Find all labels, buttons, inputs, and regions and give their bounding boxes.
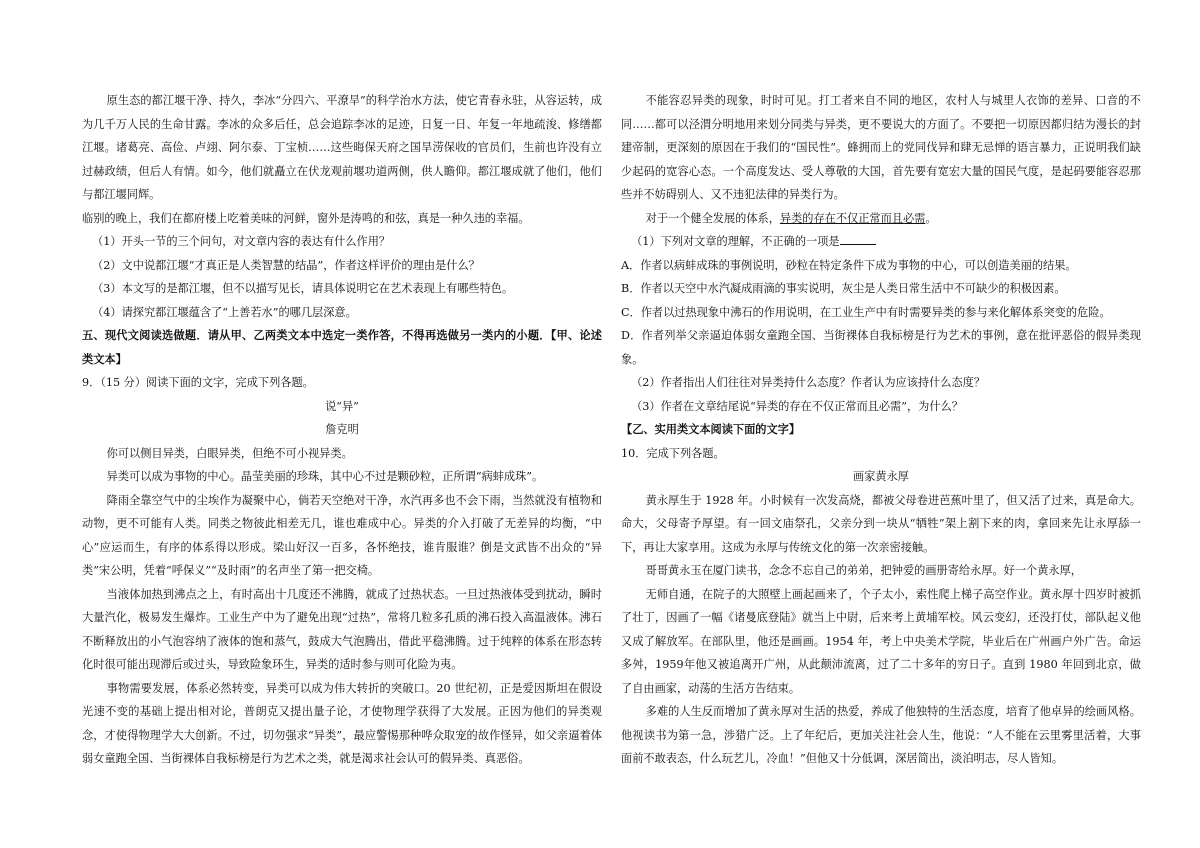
article-paragraph: 你可以侧目异类，白眼异类，但绝不可小视异类。 [106,446,353,460]
article-author: 詹克明 [325,423,359,436]
article-paragraph: 多难的人生反而增加了黄永厚对生活的热爱，养成了他独特的生活态度，培育了他卓异的绘画风格。他视读书为第一急，涉猎广泛。上了年纪后，更加关注社会人生，他说：“人不能在云里雾里活着，大事面前不敢表态，什么玩艺儿，冷血！”但他又十分低调，深居简出，淡泊明志，尽人皆知。 [621,705,1141,765]
option-b: B．作者以天空中水汽凝成雨滴的事实说明，灰尘是人类日常生活中不可缺少的积极因素。 [621,282,1066,295]
article-paragraph: 哥哥黄永玉在厦门读书，念念不忘自己的弟弟，把钟爱的画册寄给永厚。好一个黄永厚， [645,564,1082,577]
option-d: D．作者列举父亲逼迫体弱女童跑全国、当街裸体自我标榜是行为艺术的事例，意在批评恶俗的假异类现象。 [621,329,1141,366]
article-paragraph: 异类可以成为事物的中心。晶莹美丽的珍珠，其中心不过是颗砂粒，正所谓“病蚌成珠”。 [106,470,544,483]
left-column [82,89,602,771]
question-8-3: （3）本文写的是都江堰，但不以描写见长，请具体说明它在艺术表现上有哪些特色。 [92,282,514,295]
question-9-1 [621,230,1141,254]
question-9-3: （3）作者在文章结尾说“异类的存在不仅正常而且必需”，为什么？ [631,399,963,413]
question-8-2: （2）文中说都江堰“才真正是人类智慧的结晶”，作者这样评价的理由是什么？ [92,258,480,272]
right-column [621,89,1141,771]
article-paragraph: 不能容忍异类的现象，时时可见。打工者来自不同的地区，农村人与城里人衣饰的差异、口音的不同……都可以泾渭分明地用来划分同类与异类，更不要说大的方面了。不要把一切原因都归结为漫长的封建帝制，更深刻的原因在于我们的“国民性”。蜂拥而上的党同伐异和肆无忌惮的语言暴力，正说明我们缺少起码的宽容心态。一个高度发达、受人尊敬的大国，首先要有宽宏大量的国民气度，是起码要能容忍那些并不妨碍别人、又不违犯法律的异类行为。 [621,94,1141,201]
article-conclusion [621,207,1141,231]
question-8-4: （4）请探究都江堰蕴含了“上善若水”的哪几层深意。 [92,305,357,319]
article-paragraph: 降雨全靠空气中的尘埃作为凝聚中心，倘若天空绝对干净，水汽再多也不会下雨，当然就没有植物和动物，更不可能有人类。同类之物彼此相差无几，谁也难成中心。异类的介入打破了无差异的均衡，“中心”应运而生，有序的体系得以形成。梁山好汉一百多，各怀绝技，谁肯服谁？倒是文武皆不出众的“异类”宋公明，凭着“呼保义”“及时雨”的名声坐了第一把交椅。 [82,493,602,577]
passage-paragraph: 临别的晚上，我们在都府楼上吃着美味的河鲜，窗外是涛鸣的和弦，真是一种久违的幸福。 [82,211,530,225]
conclusion-end: 。 [925,211,937,225]
question-9-1-text: （1）下列对文章的理解，不正确的一项是 [631,235,840,248]
article-paragraph: 事物需要发展，体系必然转变，异类可以成为伟大转折的突破口。20 世纪初，正是爱因斯坦在假设光速不变的基础上提出相对论，普朗克又提出量子论，才使物理学获得了大发展。正因为他们的异类观念，才使得物理学大大创新。不过，切勿强求“异类”，最应警惕那种哗众取宠的故作怪异，如父亲逼着体弱女童跑全国、当街裸体自我标榜是行为艺术之类，就是渴求社会认可的假异类、真恶俗。 [82,681,602,765]
article-title: 画家黄永厚 [853,470,909,483]
article-title: 说“异” [325,399,359,413]
answer-blank [840,232,876,245]
section-heading: 【乙、实用类文本阅读下面的文字】 [621,422,801,436]
question-9-2: （2）作者指出人们往往对异类持什么态度？作者认为应该持什么态度？ [631,376,986,389]
conclusion-text: 对于一个健全发展的体系， [645,211,780,225]
option-c: C．作者以过热现象中沸石的作用说明，在工业生产中有时需要异类的参与来化解体系突变的危险。 [621,305,1111,319]
article-paragraph: 无师自通，在院子的大照壁上画起画来了，个子太小，索性爬上梯子高空作业。黄永厚十四岁时被抓了壮丁，因画了一幅《诸曼底登陆》就当上中尉，后来考上黄埔军校。风云变幻，还没打仗，部队起义他又成了解放军。在部队里，他还是画画。1954 年，考上中央美术学院，毕业后在广州画户外广告。命运多舛，1959年他又被追离开广州，从此颠沛流离，过了二十多年的穷日子。直到 1980 年回到北京，做了自由画家，动荡的生活方告结束。 [621,587,1141,695]
question-9-stem: 9．（15 分）阅读下面的文字，完成下列各题。 [82,376,314,389]
option-a: A．作者以病蚌成珠的事例说明，砂粒在特定条件下成为事物的中心，可以创造美丽的结果。 [621,258,1077,272]
question-8-1: （1）开头一节的三个问句，对文章内容的表达有什么作用？ [92,235,391,248]
article-paragraph: 当液体加热到沸点之上，有时高出十几度还不沸腾，就成了过热状态。一旦过热液体受到扰动，瞬时大量汽化，极易发生爆炸。工业生产中为了避免出现“过热”，常将几粒多孔质的沸石投入高温液体。沸石不断释放出的小气泡容纳了液体的饱和蒸气，鼓成大气泡腾出，借此平稳沸腾。过于纯粹的体系在形态转化时很可能出现滞后或过头，导致险象环生，异类的适时参与则可化险为夷。 [82,587,602,671]
underlined-sentence: 异类的存在不仅正常而且必需 [779,211,926,225]
passage-paragraph: 原生态的都江堰干净、持久，李冰“分四六、平潦旱”的科学治水方法，使它青春永驻，从容运转，成为几千万人民的生命甘露。李冰的众多后任，总会追踪李冰的足迹，日复一日、年复一年地疏浚、修缮都江堰。诸葛亮、高俭、卢翊、阿尔泰、丁宝桢……这些晦保天府之国旱涝保收的官员们，生前也许没有立过赫政绩，但后人有情。如今，他们就矗立在伏龙观前堰功道两侧，供人瞻仰。都江堰成就了他们，他们与都江堰同辉。 [82,94,602,201]
question-10-stem: 10．完成下列各题。 [621,446,725,460]
article-paragraph: 黄永厚生于 1928 年。小时候有一次发高烧，都被父母卷进芭蕉叶里了，但又活了过来，真是命大。命大，父母寄予厚望。有一回文庙祭孔，父亲分到一块从“牺牲”架上割下来的肉，拿回来先让永厚舔一下，再让大家享用。这成为永厚与传统文化的第一次亲密接触。 [621,493,1141,554]
section-heading: 五、现代文阅读选做题．请从甲、乙两类文本中选定一类作答，不得再选做另一类内的小题．【甲、论述类文本】 [82,328,602,366]
